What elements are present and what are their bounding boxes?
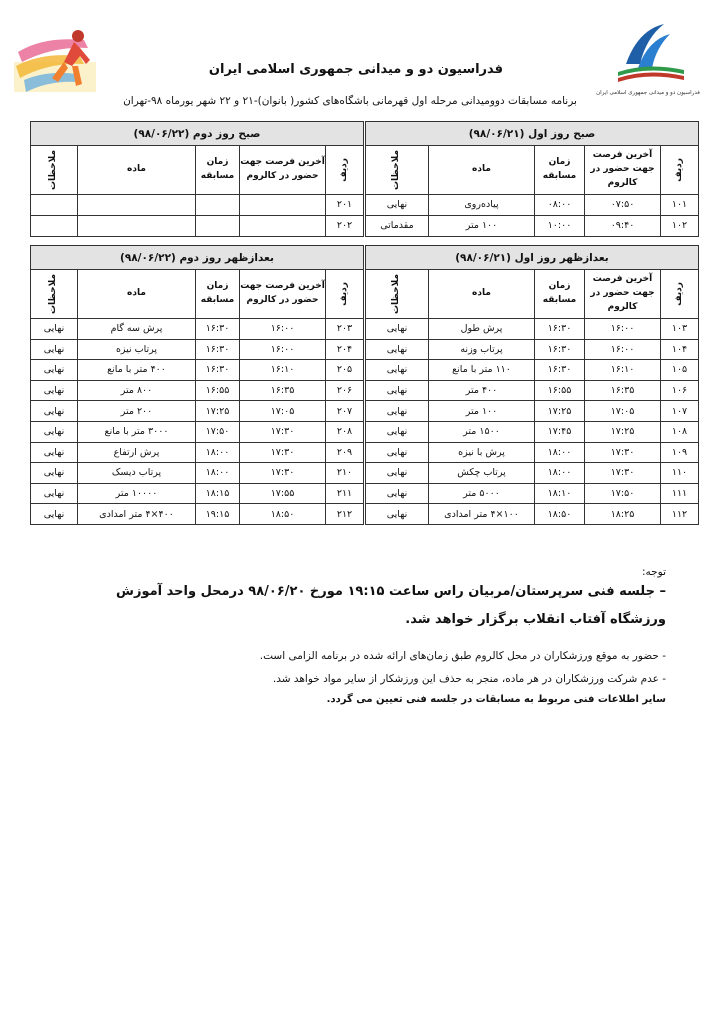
cell-deadline: ۱۷:۵۰: [585, 483, 661, 504]
cell-note: نهایی: [30, 401, 77, 422]
table-row: [365, 380, 698, 401]
notes-title: توجه:: [641, 566, 666, 578]
day2-afternoon-table: [31, 245, 364, 525]
col-row: ردیف: [326, 270, 364, 319]
day1-afternoon-table: [366, 245, 699, 525]
cell-event: پیاده‌روی: [429, 195, 535, 216]
cell-time: ۱۶:۳۰: [196, 339, 240, 360]
table-row: [365, 442, 698, 463]
col-deadline: آخرین فرصت جهت حضور در کالروم: [585, 146, 661, 195]
cell-note: نهایی: [30, 339, 77, 360]
cell-event: ۱۱۰ متر با مانع: [429, 360, 535, 381]
table-row: [30, 483, 363, 504]
cell-note: نهایی: [365, 421, 428, 442]
table-row: [30, 421, 363, 442]
cell-time: ۱۸:۱۰: [535, 483, 585, 504]
cell-note: نهایی: [365, 195, 428, 216]
cell-row-number: ۱۱۰: [661, 463, 699, 484]
cell-event: پرش طول: [429, 319, 535, 340]
table-row: [30, 339, 363, 360]
cell-note: نهایی: [365, 401, 428, 422]
table-row: [365, 215, 698, 236]
cell-note: نهایی: [30, 360, 77, 381]
col-event: ماده: [78, 270, 196, 319]
table-row: [30, 380, 363, 401]
cell-row-number: ۲۰۴: [326, 339, 364, 360]
table-row: [30, 360, 363, 381]
cell-time: ۱۶:۳۰: [196, 360, 240, 381]
table-row: [30, 442, 363, 463]
notes-line-2: - عدم شرکت ورزشکاران در هر ماده، منجر به حذف این ورزشکار از سایر مواد خواهد شد.: [272, 673, 666, 685]
cell-row-number: ۱۰۷: [661, 401, 699, 422]
col-time: زمان مسابقه: [196, 270, 240, 319]
cell-time: [196, 195, 240, 216]
cell-row-number: ۱۱۱: [661, 483, 699, 504]
cell-deadline: ۱۶:۰۰: [585, 319, 661, 340]
cell-deadline: ۱۶:۰۰: [240, 319, 326, 340]
cell-note: نهایی: [30, 380, 77, 401]
cell-time: ۱۸:۰۰: [535, 442, 585, 463]
cell-row-number: ۲۰۱: [326, 195, 364, 216]
cell-row-number: ۲۰۸: [326, 421, 364, 442]
svg-text:فدراسیون دو و میدانی جمهوری اس: فدراسیون دو و میدانی جمهوری اسلامی ایران: [596, 90, 700, 96]
cell-time: ۱۶:۵۵: [196, 380, 240, 401]
col-notes: ملاحظات: [365, 270, 428, 319]
cell-row-number: ۱۰۳: [661, 319, 699, 340]
cell-deadline: ۰۷:۵۰: [585, 195, 661, 216]
cell-time: ۱۶:۳۰: [535, 319, 585, 340]
cell-time: ۱۸:۰۰: [196, 463, 240, 484]
col-deadline: آخرین فرصت جهت حضور در کالروم: [585, 270, 661, 319]
cell-event: پرش سه گام: [78, 319, 196, 340]
cell-row-number: ۲۱۰: [326, 463, 364, 484]
cell-row-number: ۲۰۲: [326, 215, 364, 236]
cell-note: نهایی: [365, 319, 428, 340]
cell-event: ۲۰۰ متر: [78, 401, 196, 422]
cell-deadline: ۱۸:۲۵: [585, 504, 661, 525]
cell-note: نهایی: [365, 504, 428, 525]
cell-time: ۱۶:۳۰: [196, 319, 240, 340]
col-row: ردیف: [326, 146, 364, 195]
cell-event: پرتاب چکش: [429, 463, 535, 484]
table-row: [365, 421, 698, 442]
cell-event: ۳۰۰۰ متر با مانع: [78, 421, 196, 442]
cell-row-number: ۲۰۷: [326, 401, 364, 422]
col-event: ماده: [429, 270, 535, 319]
cell-deadline: ۱۶:۰۰: [240, 339, 326, 360]
cell-note: نهایی: [30, 483, 77, 504]
day2-morning-table: [31, 121, 364, 237]
page-subtitle: برنامه مسابقات دوومیدانی مرحله اول قهرمانی باشگاه‌های کشور( بانوان)-۲۱ و ۲۲ شهر یورماه ۹۸-تهران: [123, 95, 577, 107]
cell-event: ۵۰۰۰ متر: [429, 483, 535, 504]
notes-line-3: سایر اطلاعات فنی مربوط به مسابقات در جلسه فنی تعیین می گردد.: [326, 694, 666, 705]
table-row: [365, 483, 698, 504]
cell-event: ۱۰۰۰۰ متر: [78, 483, 196, 504]
cell-deadline: ۱۷:۳۰: [585, 463, 661, 484]
cell-time: ۱۸:۵۰: [535, 504, 585, 525]
cell-note: نهایی: [365, 463, 428, 484]
cell-time: ۱۷:۵۰: [196, 421, 240, 442]
cell-row-number: ۱۰۹: [661, 442, 699, 463]
col-row: ردیف: [661, 146, 699, 195]
table-row: [30, 504, 363, 525]
cell-event: ۴۰۰×۴ متر امدادی: [78, 504, 196, 525]
cell-event: ۱۵۰۰ متر: [429, 421, 535, 442]
col-notes: ملاحظات: [365, 146, 428, 195]
cell-event: ۴۰۰ متر با مانع: [78, 360, 196, 381]
cell-event: ۴۰۰ متر: [429, 380, 535, 401]
table-row: [365, 360, 698, 381]
cell-deadline: ۰۹:۴۰: [585, 215, 661, 236]
cell-deadline: ۱۷:۵۵: [240, 483, 326, 504]
cell-event: پرتاب نیزه: [78, 339, 196, 360]
cell-note: نهایی: [365, 442, 428, 463]
cell-deadline: ۱۷:۳۰: [240, 421, 326, 442]
cell-event: پرتاب دیسک: [78, 463, 196, 484]
cell-event: ۱۰۰×۴ متر امدادی: [429, 504, 535, 525]
cell-event: پرتاب وزنه: [429, 339, 535, 360]
cell-note: نهایی: [365, 380, 428, 401]
cell-deadline: ۱۷:۳۰: [240, 442, 326, 463]
table-row: [30, 215, 363, 236]
table-row: [365, 504, 698, 525]
col-time: زمان مسابقه: [535, 270, 585, 319]
cell-time: ۱۶:۳۰: [535, 360, 585, 381]
table-row: [30, 401, 363, 422]
cell-deadline: ۱۸:۵۰: [240, 504, 326, 525]
cell-note: نهایی: [365, 360, 428, 381]
cell-deadline: ۱۶:۱۰: [585, 360, 661, 381]
cell-event: ۱۰۰ متر: [429, 401, 535, 422]
cell-event: ۸۰۰ متر: [78, 380, 196, 401]
cell-time: ۱۶:۳۰: [535, 339, 585, 360]
athlete-logo-image: [14, 22, 96, 104]
table-row: [365, 319, 698, 340]
cell-note: نهایی: [30, 319, 77, 340]
cell-deadline: ۱۷:۰۵: [585, 401, 661, 422]
table-row: [365, 195, 698, 216]
cell-time: ۱۸:۱۵: [196, 483, 240, 504]
cell-deadline: ۱۶:۳۵: [585, 380, 661, 401]
table-row: [365, 463, 698, 484]
cell-time: ۱۰:۰۰: [535, 215, 585, 236]
col-notes: ملاحظات: [30, 270, 77, 319]
cell-event: [78, 195, 196, 216]
cell-deadline: ۱۷:۳۰: [585, 442, 661, 463]
cell-deadline: ۱۷:۳۰: [240, 463, 326, 484]
table-row: [365, 401, 698, 422]
day2-morning-title: صبح روز دوم (۹۸/۰۶/۲۲): [30, 122, 363, 146]
cell-row-number: ۲۱۲: [326, 504, 364, 525]
cell-time: ۱۸:۰۰: [535, 463, 585, 484]
table-row: [30, 319, 363, 340]
cell-note: نهایی: [30, 421, 77, 442]
notes-line-1: - حضور به موقع ورزشکاران در محل کالروم طبق زمان‌های ارائه شده در برنامه الزامی است.: [259, 650, 666, 662]
col-event: ماده: [78, 146, 196, 195]
cell-note: نهایی: [365, 339, 428, 360]
cell-note: [30, 215, 77, 236]
col-time: زمان مسابقه: [196, 146, 240, 195]
col-time: زمان مسابقه: [535, 146, 585, 195]
cell-note: نهایی: [365, 483, 428, 504]
cell-note: مقدماتی: [365, 215, 428, 236]
day1-afternoon-title: بعدازظهر روز اول (۹۸/۰۶/۲۱): [365, 246, 698, 270]
cell-time: ۱۸:۰۰: [196, 442, 240, 463]
cell-row-number: ۱۰۸: [661, 421, 699, 442]
cell-row-number: ۱۱۲: [661, 504, 699, 525]
day1-morning-table: [366, 121, 699, 237]
cell-row-number: ۱۰۲: [661, 215, 699, 236]
cell-deadline: ۱۶:۰۰: [585, 339, 661, 360]
cell-deadline: ۱۶:۳۵: [240, 380, 326, 401]
cell-event: پرش ارتفاع: [78, 442, 196, 463]
col-deadline: آخرین فرصت جهت حضور در کالروم: [240, 146, 326, 195]
page-title: فدراسیون دو و میدانی جمهوری اسلامی ایران: [208, 62, 504, 77]
table-row: [30, 463, 363, 484]
cell-deadline: [240, 215, 326, 236]
cell-time: ۰۸:۰۰: [535, 195, 585, 216]
col-deadline: آخرین فرصت جهت حضور در کالروم: [240, 270, 326, 319]
cell-time: [196, 215, 240, 236]
cell-row-number: ۱۰۱: [661, 195, 699, 216]
cell-note: [30, 195, 77, 216]
day2-afternoon-title: بعدازظهر روز دوم (۹۸/۰۶/۲۲): [30, 246, 363, 270]
cell-time: ۱۷:۲۵: [535, 401, 585, 422]
cell-note: نهایی: [30, 504, 77, 525]
cell-time: ۱۹:۱۵: [196, 504, 240, 525]
col-row: ردیف: [661, 270, 699, 319]
cell-deadline: ۱۶:۱۰: [240, 360, 326, 381]
day1-morning-title: صبح روز اول (۹۸/۰۶/۲۱): [365, 122, 698, 146]
cell-row-number: ۲۰۶: [326, 380, 364, 401]
notes-technical-meeting: – جلسه فنی سرپرستان/مربیان راس ساعت ۱۹:۱۵ مورخ ۹۸/۰۶/۲۰ درمحل واحد آموزش ورزشگاه آفتاب انقلاب برگزار خواهد شد.: [116, 584, 666, 627]
cell-row-number: ۱۰۵: [661, 360, 699, 381]
cell-time: ۱۷:۴۵: [535, 421, 585, 442]
cell-deadline: ۱۷:۰۵: [240, 401, 326, 422]
cell-row-number: ۲۰۵: [326, 360, 364, 381]
cell-event: [78, 215, 196, 236]
cell-event: ۱۰۰ متر: [429, 215, 535, 236]
col-event: ماده: [429, 146, 535, 195]
cell-row-number: ۲۰۹: [326, 442, 364, 463]
cell-event: پرش با نیزه: [429, 442, 535, 463]
cell-row-number: ۲۱۱: [326, 483, 364, 504]
federation-logo-image: [596, 18, 700, 102]
cell-row-number: ۱۰۶: [661, 380, 699, 401]
cell-deadline: ۱۷:۲۵: [585, 421, 661, 442]
cell-deadline: [240, 195, 326, 216]
table-row: [365, 339, 698, 360]
cell-row-number: ۲۰۳: [326, 319, 364, 340]
cell-time: ۱۶:۵۵: [535, 380, 585, 401]
cell-note: نهایی: [30, 442, 77, 463]
cell-time: ۱۷:۲۵: [196, 401, 240, 422]
col-notes: ملاحظات: [30, 146, 77, 195]
cell-row-number: ۱۰۴: [661, 339, 699, 360]
table-row: [30, 195, 363, 216]
cell-note: نهایی: [30, 463, 77, 484]
